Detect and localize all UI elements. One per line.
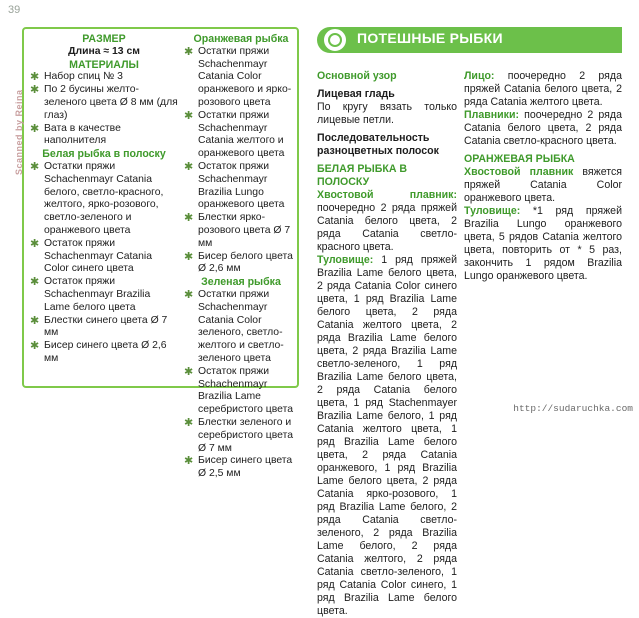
- fins-label: Плавники:: [464, 109, 520, 121]
- materials-column-1: [30, 33, 178, 366]
- list-item: ✱ Бисер синего цвета Ø 2,6 мм: [30, 340, 167, 364]
- list-item: ✱ Вата в качестве наполнителя: [30, 122, 121, 147]
- instructions-column-2: [464, 70, 622, 283]
- list-item: ✱ Бисер синего цвета Ø 2,5 мм: [184, 455, 293, 480]
- materials-heading: МАТЕРИАЛЫ: [69, 58, 139, 71]
- bullet-star-icon: ✱: [184, 212, 194, 225]
- list-item: ✱ Набор спиц № 3: [30, 71, 123, 84]
- size-heading: РАЗМЕР: [82, 33, 126, 45]
- page-title: ПОТЕШНЫЕ РЫБКИ: [357, 30, 503, 46]
- list-item: ✱ Остаток пряжи Schachenmayr Brazilia Lame белого цвета: [30, 276, 151, 313]
- list-item: ✱ Остатки пряжи Schachenmayr Catania Color зеленого, светло-желтого и светло-зеленого цвета: [184, 288, 284, 364]
- stripe-sequence-heading: Последовательность разноцветных полосок: [317, 132, 439, 157]
- bullet-star-icon: ✱: [184, 45, 194, 58]
- main-pattern-heading: Основной узор: [317, 70, 397, 82]
- list-item: ✱ По 2 бусины желто-зеленого цвета Ø 8 мм (для глаз): [30, 84, 178, 121]
- list-item: ✱ Остаток пряжи Schachenmayr Brazilia Lungo оранжевого цвета: [184, 160, 285, 211]
- bullet-star-icon: ✱: [184, 416, 194, 429]
- yarn-ball-inner: [328, 33, 342, 47]
- list-item: ✱ Бисер белого цвета Ø 2,6 мм: [184, 250, 293, 275]
- bullet-star-icon: ✱: [30, 84, 40, 97]
- materials-column-2: [184, 33, 298, 481]
- footer-url: http://sudaruchka.com: [513, 403, 633, 414]
- body-label: Туловище:: [317, 254, 374, 266]
- stockinette-text: По кругу вязать только лицевые петли.: [317, 101, 457, 126]
- orange-fish-heading: Оранжевая рыбка: [193, 33, 289, 45]
- bullet-star-icon: ✱: [184, 109, 194, 122]
- page-number: 39: [8, 4, 21, 16]
- list-item: ✱ Остатки пряжи Schachenmayr Catania желтого и оранжевого цвета: [184, 109, 285, 160]
- bullet-star-icon: ✱: [184, 250, 194, 263]
- list-item: ✱ Блестки синего цвета Ø 7 мм: [30, 314, 168, 339]
- face-paragraph: Лицо: поочередно 2 ряда пряжей Catania белого цвета, 2 ряда Catania желтого цвета.: [464, 70, 622, 108]
- orange-body-paragraph: Туловище: *1 ряд пряжей Brazilia Lungo оранжевого цвета, 5 рядов Catania желтого цвета, повторить от * 5 раз, закончить 1 рядом Brazilia Lungo оранжевого цвета.: [464, 205, 622, 282]
- bullet-star-icon: ✱: [184, 365, 194, 378]
- orange-fish-section-heading: ОРАНЖЕВАЯ РЫБКА: [464, 153, 575, 165]
- bullet-star-icon: ✱: [184, 288, 194, 301]
- list-item: ✱ Остатки пряжи Schachenmayr Catania Color оранжевого и ярко-розового цвета: [184, 45, 292, 108]
- bullet-star-icon: ✱: [30, 122, 40, 135]
- orange-tail-label: Хвостовой плавник: [464, 166, 574, 178]
- tail-paragraph: Хвостовой плавник: поочередно 2 ряда пряжей Catania белого цвета, 2 ряда Catania светло-красного цвета.: [317, 189, 457, 253]
- bullet-star-icon: ✱: [30, 276, 40, 289]
- stockinette-heading: Лицевая гладь: [317, 88, 395, 100]
- white-fish-section-heading: БЕЛАЯ РЫБКА В ПОЛОСКУ: [317, 163, 408, 188]
- orange-body-label: Туловище:: [464, 205, 521, 217]
- scan-watermark: Scanned by Reina: [14, 89, 24, 175]
- list-item: ✱ Остатки пряжи Schachenmayr Catania белого, светло-красного, желтого, ярко-розового, светло-зеленого и оранжевого цвета: [30, 160, 164, 236]
- bullet-star-icon: ✱: [184, 160, 194, 173]
- materials-box: [22, 27, 299, 480]
- list-item: ✱ Остаток пряжи Schachenmayr Catania Color синего цвета: [30, 237, 153, 275]
- green-fish-heading: Зеленая рыбка: [201, 276, 281, 289]
- list-item: ✱ Блестки зеленого и серебристого цвета Ø 7 мм: [184, 416, 294, 454]
- list-item: ✱ Остаток пряжи Schachenmayr Brazilia Lame серебристого цвета: [184, 365, 294, 416]
- list-item: ✱ Блестки ярко-розового цвета Ø 7 мм: [184, 212, 291, 249]
- face-label: Лицо:: [464, 70, 495, 82]
- bullet-star-icon: ✱: [30, 237, 40, 250]
- bullet-star-icon: ✱: [30, 340, 40, 353]
- bullet-star-icon: ✱: [30, 71, 40, 84]
- bullet-star-icon: ✱: [30, 314, 40, 327]
- bullet-star-icon: ✱: [30, 160, 40, 173]
- size-value: Длина ≈ 13 см: [68, 45, 140, 57]
- bullet-star-icon: ✱: [184, 455, 194, 468]
- body-paragraph: Туловище: 1 ряд пряжей Brazilia Lame белого цвета, 2 ряда Catania Color синего цвета, 1 ряд Brazilia Lame белого цвета, 2 ряда Catania желтого цвета, 2 ряда Brazilia Lame белого цвета, 2 ряда Brazilia Lame светло-зеленого, 1 ряд Brazilia Lame белого цвета, 2 ряда Catania белого цвета, 1 ряд Stachenmayer Brazilia Lame белого, 1 ряд Catania желтого цвета, 1 ряд Brazilia Lame белого цвета, 2 ряда Catania оранжевого, 1 ряд Brazilia Lame белого цвета, 2 ряда Catania ярко-розового, 1 ряд Brazilia Lame белого, 2 ряда Catania светло-зеленого, 2 ряда Brazilia Lame белого, 2 ряда Catania желтого, 2 ряда Catania светло-зеленого, 1 ряд Catania Color синего, 1 ряд Brazilia Lame белого цвета.: [317, 254, 457, 617]
- fins-paragraph: Плавники: поочередно 2 ряда Catania белого цвета, 2 ряда Catania светло-красного цвета.: [464, 109, 622, 147]
- white-fish-heading: Белая рыбка в полоску: [42, 148, 166, 161]
- orange-tail-paragraph: Хвостовой плавник вяжется пряжей Catania Color оранжевого цвета.: [464, 166, 622, 204]
- tail-label: Хвостовой плавник:: [317, 189, 457, 201]
- instructions-column-1: [317, 70, 457, 618]
